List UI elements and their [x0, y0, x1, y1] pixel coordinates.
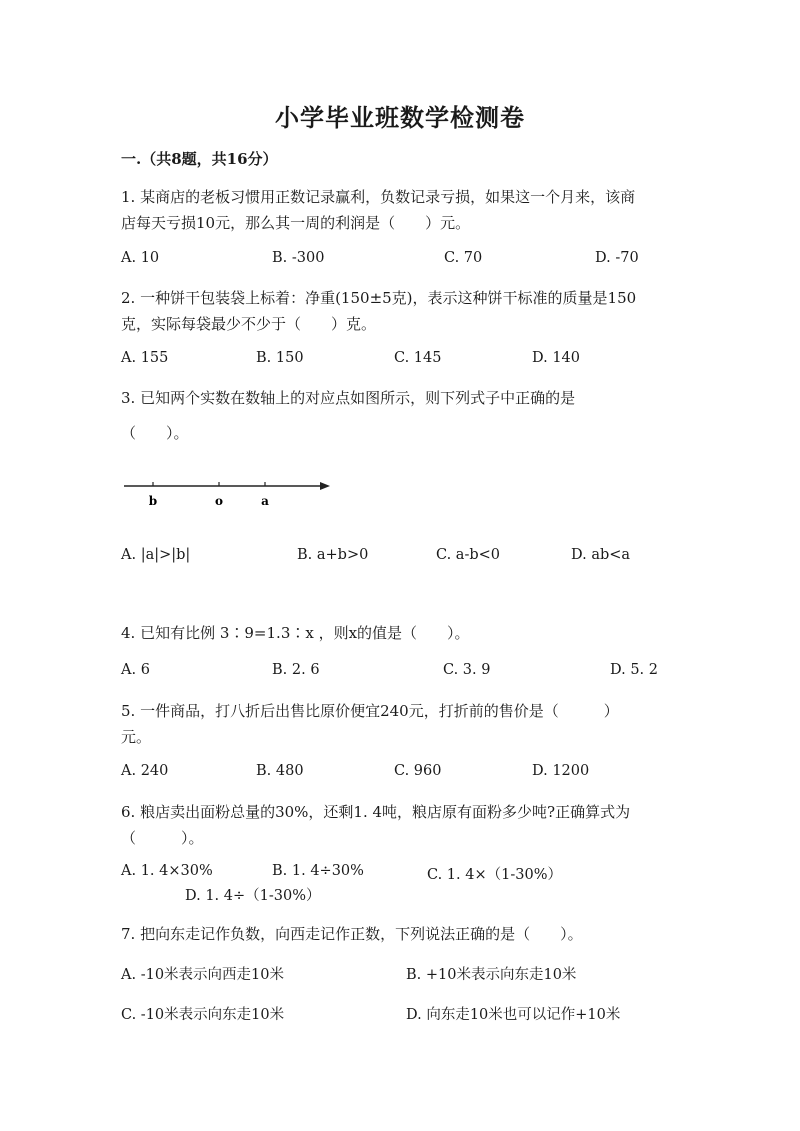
question-5: [121, 698, 681, 750]
section-heading: 一.（共8题，共16分）: [121, 150, 278, 168]
question-stem-line: 元。: [121, 728, 152, 746]
option-a[interactable]: A. -10米表示向西走10米: [121, 967, 284, 983]
option-c[interactable]: C. -10米表示向东走10米: [121, 1007, 285, 1023]
option-b[interactable]: B. 480: [256, 763, 304, 779]
page-title: 小学毕业班数学检测卷: [275, 103, 525, 132]
question-stem-line: 1. 某商店的老板习惯用正数记录赢利，负数记录亏损，如果这一个月来，该商: [121, 188, 636, 206]
question-stem-line: 店每天亏损10元，那么其一周的利润是（ ）元。: [121, 214, 471, 232]
question-stem-line: 克，实际每袋最少不少于（ ）克。: [121, 315, 377, 333]
option-a[interactable]: A. |a|>|b|: [121, 547, 191, 563]
option-a[interactable]: A. 10: [121, 250, 160, 266]
question-7: [121, 921, 681, 947]
question-3: [121, 385, 681, 446]
number-line-arrow: [320, 482, 330, 490]
question-stem-line: 2. 一种饼干包装袋上标着：净重(150±5克)，表示这种饼干标准的质量是150: [121, 289, 637, 307]
option-b[interactable]: B. a+b>0: [297, 547, 369, 563]
option-b[interactable]: B. -300: [272, 250, 325, 266]
question-stem-line: 5. 一件商品，打八折后出售比原价便宜240元，打折前的售价是（ ）: [121, 702, 619, 720]
option-d[interactable]: D. 向东走10米也可以记作+10米: [406, 1007, 621, 1023]
label-b: b: [148, 494, 158, 508]
option-c[interactable]: C. 1. 4×（1-30%）: [427, 867, 562, 883]
option-c[interactable]: C. 3. 9: [443, 662, 491, 678]
option-a[interactable]: A. 240: [121, 763, 169, 779]
option-d[interactable]: D. -70: [595, 250, 639, 266]
option-b[interactable]: B. +10米表示向东走10米: [406, 967, 577, 983]
label-a: a: [261, 494, 269, 508]
question-1: [121, 184, 681, 236]
option-d[interactable]: D. 1. 4÷（1-30%）: [185, 888, 321, 904]
option-d[interactable]: D. 140: [532, 350, 581, 366]
question-2: [121, 285, 681, 337]
option-d[interactable]: D. 1200: [532, 763, 590, 779]
option-a[interactable]: A. 6: [121, 662, 150, 678]
question-stem-line: （ ）。: [121, 829, 204, 847]
question-4: [121, 620, 681, 646]
option-c[interactable]: C. 960: [394, 763, 442, 779]
option-b[interactable]: B. 2. 6: [272, 662, 320, 678]
option-b[interactable]: B. 1. 4÷30%: [272, 863, 364, 879]
option-c[interactable]: C. 70: [444, 250, 483, 266]
option-d[interactable]: D. ab<a: [571, 547, 631, 563]
option-c[interactable]: C. 145: [394, 350, 442, 366]
option-b[interactable]: B. 150: [256, 350, 304, 366]
question-stem-line: 3. 已知两个实数在数轴上的对应点如图所示，则下列式子中正确的是: [121, 389, 576, 407]
option-a[interactable]: A. 155: [121, 350, 169, 366]
question-stem-line: （ ）。: [121, 424, 189, 442]
question-stem-line: 6. 粮店卖出面粉总量的30%，还剩1. 4吨，粮店原有面粉多少吨?正确算式为: [121, 803, 631, 821]
option-d[interactable]: D. 5. 2: [610, 662, 658, 678]
question-stem-line: 4. 已知有比例 3∶9=1.3∶x ，则x的值是（ ）。: [121, 624, 470, 642]
question-6: [121, 799, 681, 851]
option-c[interactable]: C. a-b<0: [436, 547, 500, 563]
option-a[interactable]: A. 1. 4×30%: [121, 863, 213, 879]
question-stem-line: 7. 把向东走记作负数，向西走记作正数，下列说法正确的是（ ）。: [121, 925, 583, 943]
number-line-diagram: [118, 474, 338, 514]
label-o: o: [214, 494, 224, 508]
